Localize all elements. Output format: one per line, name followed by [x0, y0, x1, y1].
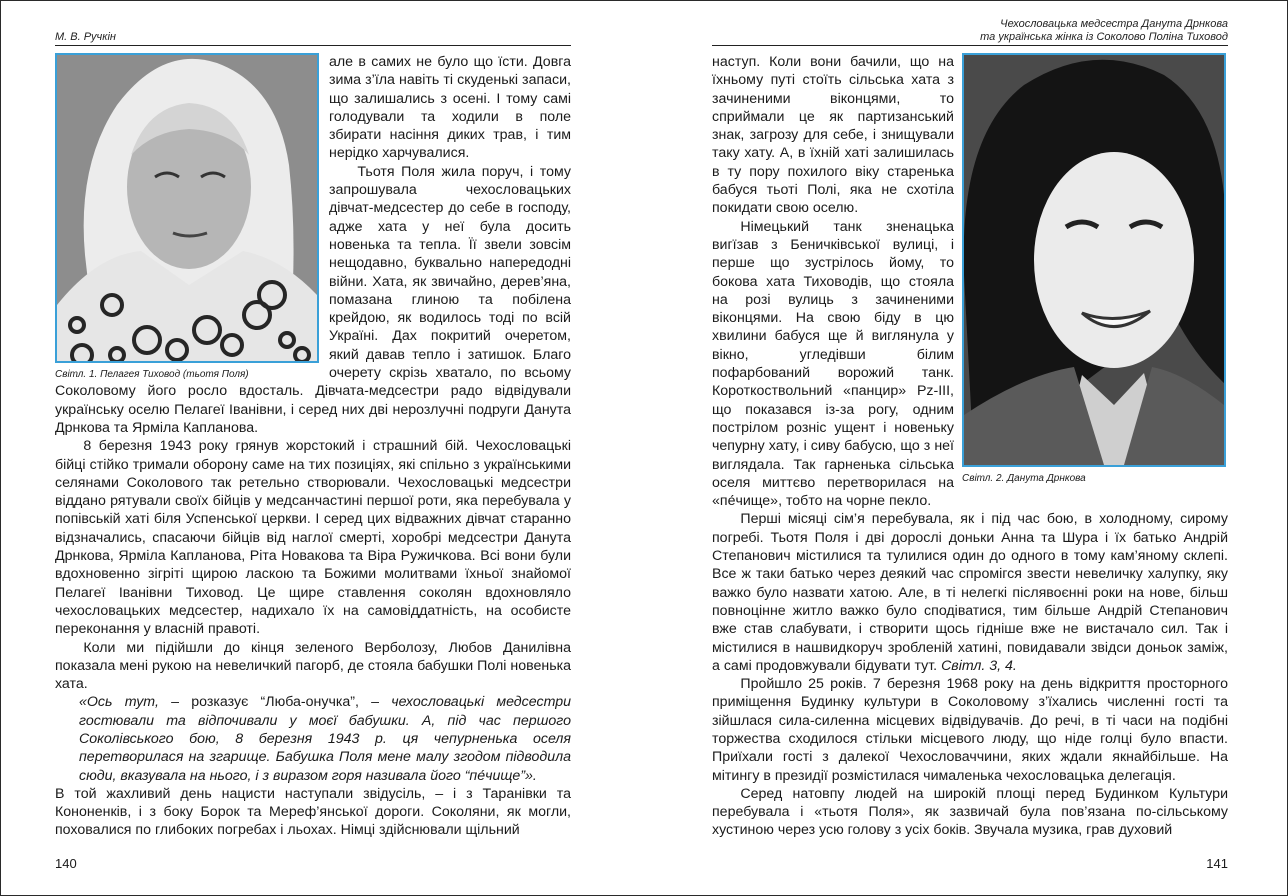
portrait-young-woman-image — [964, 55, 1224, 465]
paragraph: Коли ми підійшли до кінця зеленого Верболозу, Любов Данилівна показала мені рукою на невеличкий пагорб, де стояла бабушки Полі новенька хата. — [55, 639, 571, 693]
quotation — [55, 693, 571, 784]
photo2-face — [1034, 152, 1194, 368]
paragraph: В той жахливий день нацисти наступали звідусіль, – і з Таранівки та Кононенків, і з боку Борок та Мереф’янської дороги. Соколяни, як могли, поховалися по глибоких погребах і льохах. Німці здійснювали щільний — [55, 785, 571, 839]
paragraph: Тьотя Поля жила поруч, і тому запрошувала чехословацьких дівчат-медсестер до себе в господу, адже хата у неї була досить новенька та тепла. Її звели зовсім нещодавно, буквально напередодні війни. Хата, як звичайно, дерев’яна, помазана глиною та побілена крейдою, як водилось тоді по всій Україні. Дах покритий очеретом, який давав тепло і затишок. Благо очерету скрізь хватало, по всьому Соколовому його росло вдосталь. Дівчата-медсестри радо відвідували українську оселю Пелагеї Іванівни, і серед них дві нерозлучні подруги Данута Дрнкова та Ярміла Капланова. — [55, 163, 571, 436]
right-page-text — [712, 53, 1228, 840]
left-page-text — [55, 53, 571, 840]
running-header-right — [712, 17, 1228, 46]
figure-1 — [55, 53, 321, 381]
header-chapter-title — [980, 18, 1228, 44]
figure-2 — [962, 53, 1228, 485]
paragraph: Серед натовпу людей на широкій площі перед Будинком Культури перебувала і «тьотя Поля», як зазвичай була пов’язана по-сільському хустиною через усю голову з усіх боків. Звучала музика, грав духовий — [712, 785, 1228, 839]
photo-pelageya-tykhovod — [55, 53, 319, 363]
header-author: М. В. Ручкін — [55, 31, 116, 43]
page-number-left: 140 — [55, 856, 77, 871]
figure-2-caption: Світл. 2. Данута Дрнкова — [962, 473, 1086, 484]
paragraph: наступ. Коли вони бачили, що на їхньому путі стоїть сільська хата з зачиненими віконцями, то сприймали це як партизанський знак, загрозу для себе, і знищували таку хату. А, в їхній хаті залишилась в ту пору похилого віку старенька бабуся тьоті Полі, яка не схотіла покидати свою оселю. — [712, 54, 954, 217]
paragraph: але в самих не було що їсти. Довга зима з’їла навіть ті скуденькі запаси, що залишались з осені. І тому самі голодували та ходили в поле збирати насіння диких трав, і тим нерідко харчувалися. — [329, 54, 571, 162]
paragraph: 8 березня 1943 року грянув жорстокий і страшний бій. Чехословацькі бійці стійко тримали оборону саме на тих позиціях, які спільно з українськими селянами Соколового так ретельно створювали. Чехословацькі медсестри віддано рятували своїх бійців у медсанчастині першої роти, яка перебувала у попівській хаті біля Успенської церкви. І серед цих відважних дівчат старанно відзначались, спасаючи бійців від наглої смерті, хоробрі медсестри Данута Дрнкова, Ярміла Капланова, Ріта Новакова та Віра Ружичкова. Всі вони були вдохновенно зігріті щирою ласкою та Божими молитвами їхньої знайомої Пелагеї Іванівни Тиховод. Це щире ставлення соколян вдохновляло чехословацьких медсестер, надихало їх на самовіддатність, на особисте переконання у власній правоті. — [55, 438, 571, 638]
quote-attribution: – розказує “Люба-онучка”, – — [158, 694, 392, 711]
quote-opening: «Ось тут, — [79, 694, 159, 711]
paragraph: Німецький танк зненацька вигїзав з Беничківської вулиці, і перше що зустрілось йому, то бокова хата Тиховодів, що стояла на розі вулиць з зачиненими віконцями. На свою біду в цю хвилини бабуся ще й виглянула у вікно, угледівши білим пофарбований ворожий танк. Короткоствольний «панцир» Pz-III, що показався із-за рогу, одним пострілом розніс ущент і новеньку чепурну хату, і сиву бабусю, що з неї виглядала. Так гарненька сільська оселя миттєво перетворилася на «пе́чище», тобто на чорне пекло. — [712, 218, 954, 510]
figure-1-caption: Світл. 1. Пелагея Тиховод (тьотя Поля) — [55, 369, 249, 380]
paragraph: Пройшло 25 років. 7 березня 1968 року на день відкриття просторного приміщення Будинку культури в Соколовому з’їхались численні гості та зійшлася сила-силенна місцевих відвідувачів. До речі, в ті часи на подібні торжества сходилося стільки місцевого люду, що ніде голці було впасти. Приїхали гості з далекої Чехословаччини, яких ждали якнайбільше. На мітингу в президії розмістилася чималенька чехословацька делегація. — [712, 676, 1228, 784]
header-title-line: Чехословацька медсестра Данута Дрнкова — [1000, 18, 1228, 30]
paragraph-text: Перші місяці сім’я перебувала, як і під час бою, в холодному, сирому погребі. Тьотя Поля і дві дорослі доньки Анна та Шура і їх батько Андрій Степанович містилися та тулилися один до одного в тому кам’яному склепі. Все ж таки батько через деякий час спромігся звести невеличку халупку, яку важко було назвати хатою. Але, в ті нелегкі післявоєнні роки на нове, більш повноцінне житло важко було сподіватися, тим більше Андрій Степанович вже став слабувати, і створити щось гідніше вже не вистачало сил. Так і містилися в нашвидкоруч зробленій хатині, повидавали звідси доньок заміж, а самі продовжували бідувати тут. — [712, 511, 1228, 674]
left-page — [55, 1, 571, 895]
photo-reference: Світл. 3, 4. — [941, 657, 1017, 674]
paragraph — [712, 510, 1228, 675]
portrait-elderly-woman-image — [57, 55, 317, 361]
quote-text: чехословацькі медсестри гостювали та відпочивали у моєї бабушки. А, під час першого Соколівського бою, 8 березня 1943 р. ця чепурненька оселя перетворилася на згарище. Бабушка Поля мене малу згодом підводила сюди, вказувала на нього, і з виразом горя називала його “пе́чище”». — [79, 694, 572, 784]
right-page — [712, 1, 1228, 895]
running-header-left — [55, 17, 571, 46]
photo-danuta-drnkova — [962, 53, 1226, 467]
page-number-right: 141 — [1206, 856, 1228, 871]
header-title-line: та українська жінка із Соколово Поліна Тиховод — [980, 31, 1228, 43]
